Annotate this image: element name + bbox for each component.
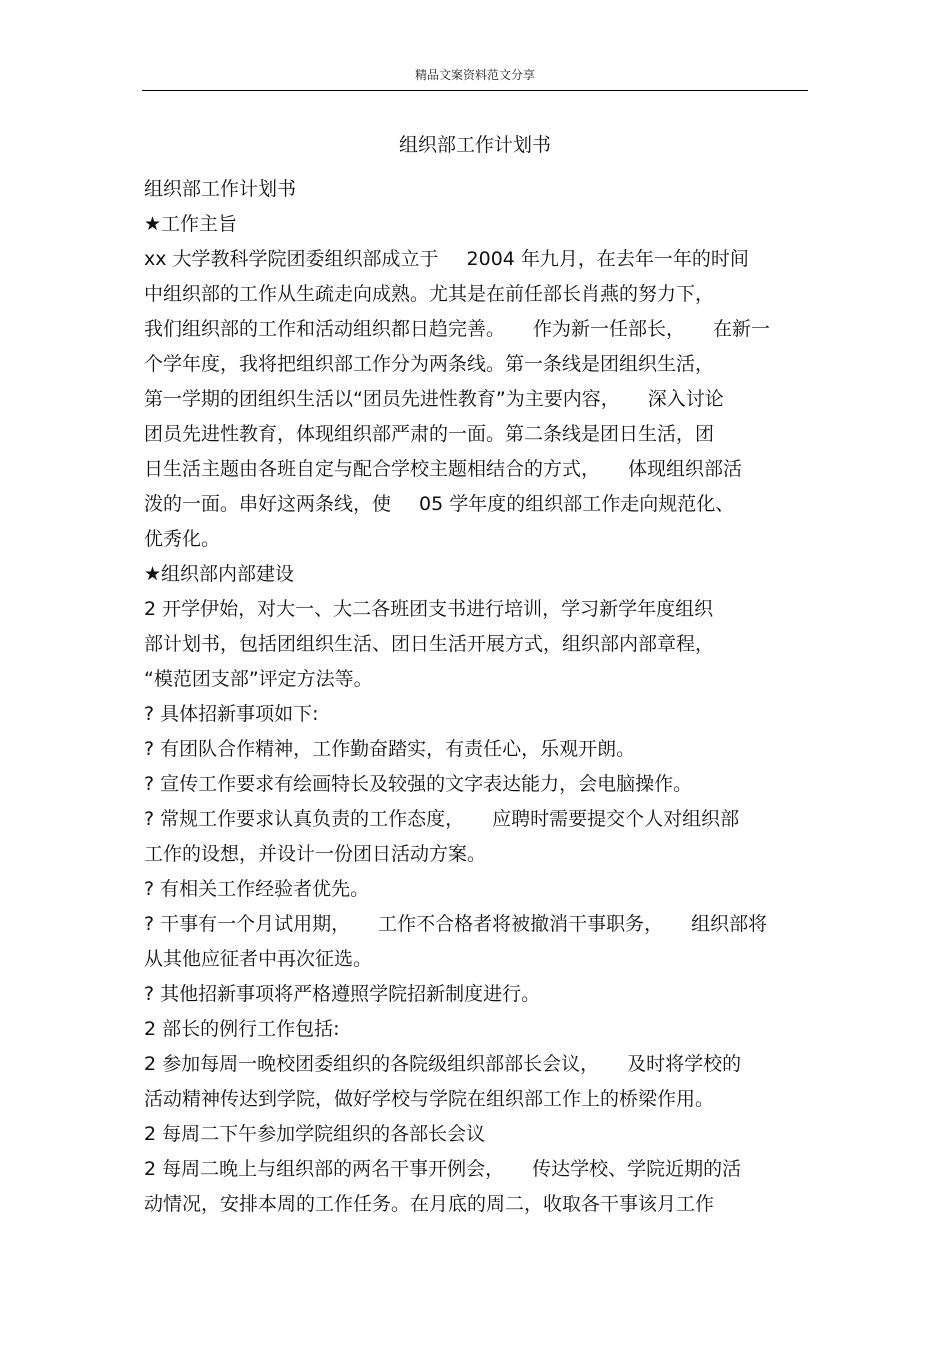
text-segment: 2 开学伊始，对大一、大二各班团支书进行培训，学习新学年度组织 bbox=[144, 598, 714, 620]
text-segment: 从其他应征者中再次征选。 bbox=[144, 948, 373, 970]
text-segment: 2 参加每周一晚校团委组织的各院级组织部部长会议， bbox=[144, 1053, 600, 1075]
text-segment: ? 常规工作要求认真负责的工作态度， bbox=[144, 808, 465, 830]
text-segment: 应聘时需要提交个人对组织部 bbox=[492, 808, 740, 830]
text-line bbox=[144, 837, 814, 872]
text-line bbox=[144, 697, 814, 732]
text-segment: ? 宣传工作要求有绘画特长及较强的文字表达能力，会电脑操作。 bbox=[144, 773, 693, 795]
text-segment: 作为新一任部长， bbox=[533, 318, 686, 340]
text-line bbox=[144, 347, 814, 382]
text-line bbox=[144, 767, 814, 802]
text-segment: ? 具体招新事项如下: bbox=[144, 703, 319, 725]
text-segment: ★工作主旨 bbox=[144, 213, 238, 235]
text-line bbox=[144, 522, 814, 557]
text-segment: 团员先进性教育，体现组织部严肃的一面。第二条线是团日生活，团 bbox=[144, 423, 715, 445]
text-segment: 日生活主题由各班自定与配合学校主题相结合的方式， bbox=[144, 458, 601, 480]
text-segment: 体现组织部活 bbox=[628, 458, 743, 480]
text-segment: 2004 年九月，在去年一年的时间 bbox=[466, 248, 749, 270]
text-segment: 及时将学校的 bbox=[627, 1053, 742, 1075]
text-segment: 组织部工作计划书 bbox=[144, 178, 297, 200]
text-segment: xx 大学教科学院团委组织部成立于 bbox=[144, 248, 439, 270]
text-segment: ? 其他招新事项将严格遵照学院招新制度进行。 bbox=[144, 983, 541, 1005]
text-segment: 05 学年度的组织部工作走向规范化、 bbox=[419, 493, 735, 515]
text-segment: 组织部将 bbox=[691, 913, 768, 935]
text-segment: “模范团支部”评定方法等。 bbox=[144, 668, 373, 690]
text-line bbox=[144, 907, 814, 942]
text-segment: 深入讨论 bbox=[647, 388, 724, 410]
text-line bbox=[144, 977, 814, 1012]
text-segment: 工作不合格者将被撤消干事职务， bbox=[378, 913, 664, 935]
text-line bbox=[144, 277, 814, 312]
text-segment: 2 每周二下午参加学院组织的各部长会议 bbox=[144, 1123, 486, 1145]
text-line bbox=[144, 942, 814, 977]
text-segment: 我们组织部的工作和活动组织都日趋完善。 bbox=[144, 318, 506, 340]
text-segment: 2 部长的例行工作包括: bbox=[144, 1018, 340, 1040]
text-segment: ? 有相关工作经验者优先。 bbox=[144, 878, 370, 900]
text-segment: 在新一 bbox=[713, 318, 771, 340]
document-body bbox=[144, 172, 814, 1222]
text-line bbox=[144, 557, 814, 592]
text-line bbox=[144, 242, 814, 277]
text-segment: 活动精神传达到学院，做好学校与学院在组织部工作上的桥梁作用。 bbox=[144, 1088, 715, 1110]
text-line bbox=[144, 592, 814, 627]
text-line bbox=[144, 1012, 814, 1047]
text-segment: 动情况，安排本周的工作任务。在月底的周二，收取各干事该月工作 bbox=[144, 1193, 715, 1215]
page-header: 精品文案资料范文分享 bbox=[414, 68, 535, 82]
text-line bbox=[144, 1117, 814, 1152]
text-segment: 泼的一面。串好这两条线，使 bbox=[144, 493, 392, 515]
document-title: 组织部工作计划书 bbox=[398, 134, 551, 156]
text-segment: 个学年度，我将把组织部工作分为两条线。第一条线是团组织生活， bbox=[144, 353, 715, 375]
text-segment: 2 每周二晚上与组织部的两名干事开例会， bbox=[144, 1158, 505, 1180]
header-rule bbox=[142, 90, 808, 91]
text-segment: 优秀化。 bbox=[144, 528, 221, 550]
text-line bbox=[144, 172, 814, 207]
text-segment: ? 有团队合作精神，工作勤奋踏实，有责任心，乐观开朗。 bbox=[144, 738, 636, 760]
text-line bbox=[144, 872, 814, 907]
text-line bbox=[144, 417, 814, 452]
text-line bbox=[144, 207, 814, 242]
text-line bbox=[144, 452, 814, 487]
text-segment: 第一学期的团组织生活以“团员先进性教育”为主要内容， bbox=[144, 388, 620, 410]
text-segment: 部计划书，包括团组织生活、团日生活开展方式，组织部内部章程， bbox=[144, 633, 715, 655]
text-line bbox=[144, 1152, 814, 1187]
text-segment: 传达学校、学院近期的活 bbox=[532, 1158, 742, 1180]
text-line bbox=[144, 312, 814, 347]
text-line bbox=[144, 487, 814, 522]
text-segment: ★组织部内部建设 bbox=[144, 563, 295, 585]
text-line bbox=[144, 662, 814, 697]
text-line bbox=[144, 802, 814, 837]
text-line bbox=[144, 1047, 814, 1082]
text-line bbox=[144, 732, 814, 767]
text-line bbox=[144, 1082, 814, 1117]
text-segment: ? 干事有一个月试用期， bbox=[144, 913, 351, 935]
text-line bbox=[144, 382, 814, 417]
text-segment: 中组织部的工作从生疏走向成熟。尤其是在前任部长肖燕的努力下， bbox=[144, 283, 715, 305]
text-line bbox=[144, 627, 814, 662]
text-line bbox=[144, 1187, 814, 1222]
text-segment: 工作的设想，并设计一份团日活动方案。 bbox=[144, 843, 487, 865]
